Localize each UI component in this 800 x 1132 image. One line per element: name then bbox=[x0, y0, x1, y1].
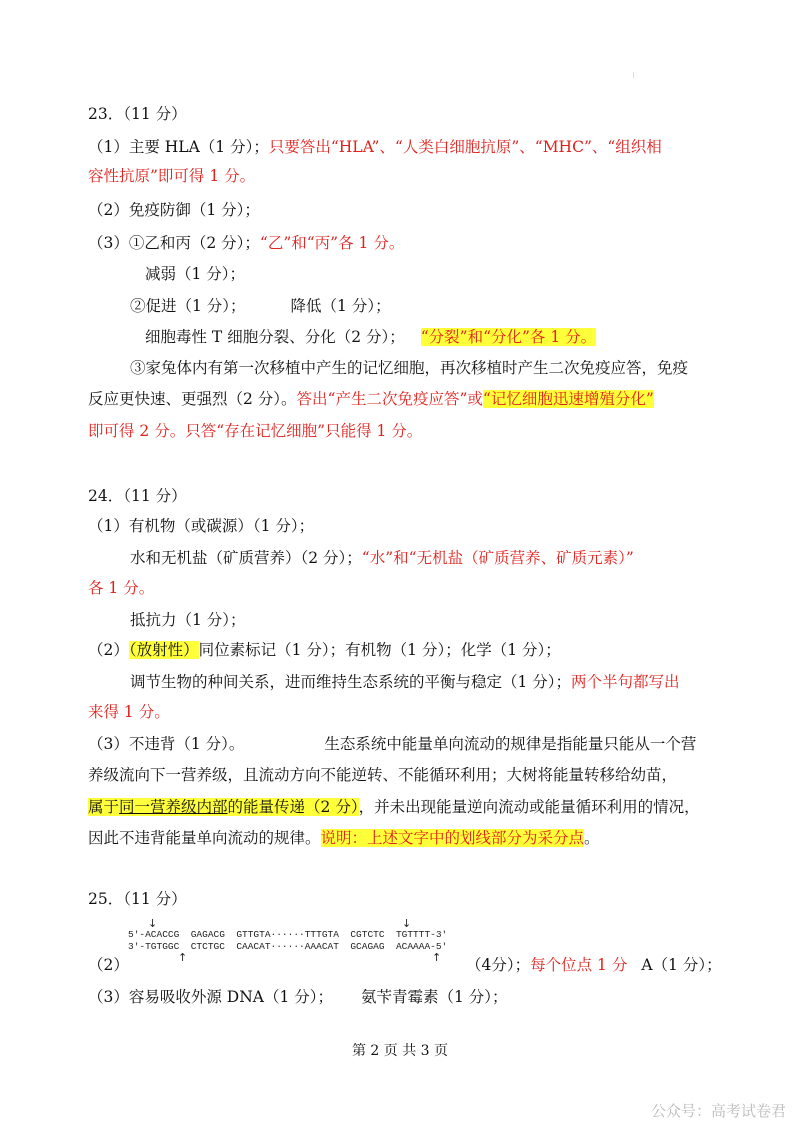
q23-answer-6b: 降低（1 分）； bbox=[290, 297, 391, 315]
q24-highlight-a: 属于 bbox=[88, 798, 120, 816]
q23-note-9a: 答出“产生二次免疫应答”或 bbox=[296, 390, 483, 408]
q24-answer-6: 调节生物的种间关系，进而维持生态系统的平衡与稳定（1 分）； bbox=[130, 673, 572, 691]
q23-line-7 bbox=[145, 327, 596, 347]
q24-answer-2: 水和无机盐（矿质营养）（2 分）； bbox=[130, 549, 362, 567]
q25-part-2-label: （2） bbox=[88, 956, 129, 974]
q24-line-11 bbox=[88, 828, 600, 848]
q23-line-1 bbox=[88, 137, 662, 157]
q23-heading: 23．（11 分） bbox=[88, 105, 187, 123]
q23-line-9 bbox=[88, 389, 654, 409]
q24-line-6 bbox=[130, 672, 680, 692]
q24-note-2: “水”和“无机盐（矿质营养、矿质元素）” bbox=[361, 549, 634, 567]
q23-line-8: ③家兔体内有第一次移植中产生的记忆细胞，再次移植时产生二次免疫应答，免疫 bbox=[130, 359, 689, 377]
q24-line-8 bbox=[88, 734, 696, 754]
q23-line-4 bbox=[88, 233, 404, 253]
q23-line-5: 减弱（1 分）； bbox=[145, 265, 246, 283]
q24-underlined-key: 同一营养级内部 bbox=[119, 798, 228, 816]
q24-line-10 bbox=[88, 797, 700, 817]
q23-line-3: （2）免疫防御（1 分）； bbox=[88, 201, 260, 219]
cut-site-arrow-down-icon: ↓ bbox=[148, 917, 158, 930]
watermark: 公众号：高考试卷君 bbox=[650, 1102, 786, 1120]
q23-note-4: “乙”和“丙”各 1 分。 bbox=[259, 234, 405, 252]
q24-note-6: 两个半句都写出 bbox=[571, 673, 680, 691]
q24-answer-8: （3）不违背（1 分）。 bbox=[88, 735, 245, 753]
q24-line-4: 抵抗力（1 分）； bbox=[130, 611, 246, 629]
q24-line-9: 养级流向下一营养级，且流动方向不能逆转、不能循环利用；大树将能量转移给幼苗， bbox=[88, 766, 678, 784]
q25-score: （4分）； bbox=[466, 956, 531, 974]
q23-note-1: 只要答出“HLA”、“人类白细胞抗原”、“MHC”、“组织相 bbox=[268, 138, 662, 156]
page-footer: 第 2 页 共 3 页 bbox=[351, 1043, 449, 1059]
q24-explain-10: ，并未出现能量逆向流动或能量循环利用的情况， bbox=[358, 798, 700, 816]
q24-highlight-b: 的能量传递（2 分） bbox=[227, 798, 359, 816]
q24-radioactive-highlight: （放射性） bbox=[128, 641, 199, 659]
q23-line-2: 容性抗原”即可得 1 分。 bbox=[88, 167, 256, 185]
q24-line-3: 各 1 分。 bbox=[88, 579, 155, 597]
q24-line-1: （1）有机物（或碳源）（1 分）； bbox=[88, 517, 315, 535]
q23-answer-6a: ②促进（1 分）； bbox=[130, 297, 246, 315]
q23-answer-9: 反应更快速、更强烈（2 分）。 bbox=[88, 390, 297, 408]
q25-answer-a: A（1 分）； bbox=[641, 956, 722, 974]
q23-answer-4: （3）①乙和丙（2 分）； bbox=[88, 234, 260, 252]
q24-note-11: 说明：上述文字中的划线部分为采分点 bbox=[320, 829, 585, 847]
q23-note-7: “分裂”和“分化”各 1 分。 bbox=[420, 328, 597, 346]
q24-answer-5: 同位素标记（1 分）；有机物（1 分）；化学（1 分）； bbox=[198, 641, 561, 659]
q23-note-9b: “记忆细胞迅速增殖分化” bbox=[482, 390, 654, 408]
cut-site-arrow-up-icon: ↑ bbox=[178, 951, 188, 964]
q24-explain-11: 因此不违背能量单向流动的规律。 bbox=[88, 829, 321, 847]
q25-answer-2a: （3）容易吸收外源 DNA（1 分）； bbox=[88, 988, 334, 1006]
dna-bottom-strand: 3'-TGTGGC CTCTGC CAACAT······AAACAT GCAGAG ACAAAA-5' bbox=[128, 941, 448, 952]
q24-line-7: 来得 1 分。 bbox=[88, 703, 170, 721]
q24-explain-8: 生态系统中能量单向流动的规律是指能量只能从一个营 bbox=[324, 735, 697, 753]
q24-heading: 24．（11 分） bbox=[88, 487, 187, 505]
q24-line-5 bbox=[88, 640, 561, 660]
q24-part-2-label: （2） bbox=[88, 641, 129, 659]
q25-note-1: 每个位点 1 分 bbox=[530, 956, 628, 974]
cut-site-arrow-down-icon: ↓ bbox=[402, 917, 412, 930]
cut-site-arrow-up-icon: ↑ bbox=[432, 951, 442, 964]
q24-period: 。 bbox=[584, 829, 600, 847]
q23-line-6 bbox=[130, 296, 391, 316]
q25-answer-2b: 氨苄青霉素（1 分）； bbox=[361, 988, 508, 1006]
q24-line-2 bbox=[130, 548, 634, 568]
corner-mark bbox=[633, 72, 634, 78]
dna-top-strand: 5'-ACACCG GAGACG GTTGTA······TTTGTA CGTCTC TGTTTT-3' bbox=[128, 929, 448, 940]
q25-line-2 bbox=[88, 987, 508, 1007]
q25-heading: 25．（11 分） bbox=[88, 890, 187, 908]
q23-answer-7: 细胞毒性 T 细胞分裂、分化（2 分）； bbox=[145, 328, 405, 346]
q23-answer-1: （1）主要 HLA（1 分）； bbox=[88, 138, 269, 156]
q23-line-10: 即可得 2 分。只答“存在记忆细胞”只能得 1 分。 bbox=[88, 422, 423, 440]
q25-line-1-right bbox=[466, 955, 722, 975]
